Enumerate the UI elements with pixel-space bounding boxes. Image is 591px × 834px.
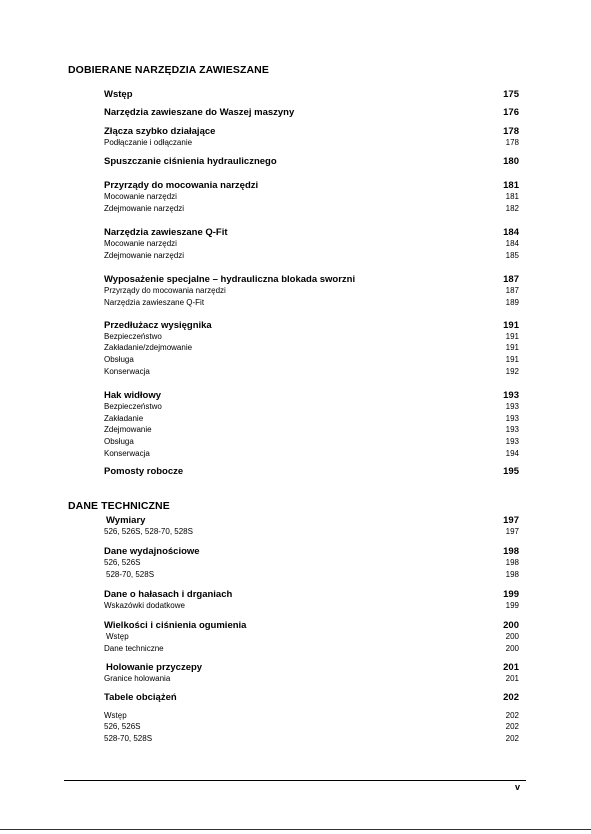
toc-entry-title: Zakładanie xyxy=(104,414,144,423)
toc-entry-title: Zakładanie/zdejmowanie xyxy=(104,343,193,352)
toc-entry-title: Wstęp xyxy=(106,632,129,641)
toc-entry-title: Zdejmowanie narzędzi xyxy=(104,251,185,260)
toc-entry[interactable] xyxy=(104,589,519,600)
toc-entry-page: 200 xyxy=(505,644,519,653)
toc-subentry[interactable] xyxy=(104,711,519,720)
toc-entry[interactable] xyxy=(104,466,519,477)
toc-subentry[interactable] xyxy=(106,570,519,579)
toc-entry-title: Dane techniczne xyxy=(104,644,164,653)
toc-entry-page: 200 xyxy=(505,632,519,641)
toc-entry[interactable] xyxy=(106,515,519,526)
toc-subentry[interactable] xyxy=(106,632,519,641)
toc-entry-page: 197 xyxy=(503,515,519,526)
toc-entry-title: Dane o hałasach i drganiach xyxy=(104,589,233,600)
toc-subentry[interactable] xyxy=(104,644,519,653)
footer-rule xyxy=(64,780,526,781)
toc-entry-title: Mocowanie narzędzi xyxy=(104,239,177,248)
toc-subentry[interactable] xyxy=(104,367,519,376)
toc-entry-page: 193 xyxy=(505,414,519,423)
toc-entry-page: 202 xyxy=(503,692,519,703)
toc-entry-title: Zdejmowanie narzędzi xyxy=(104,204,185,213)
toc-entry-title: Obsługa xyxy=(104,355,134,364)
toc-subentry[interactable] xyxy=(104,734,519,743)
toc-subentry[interactable] xyxy=(104,414,519,423)
page-number-mark: v xyxy=(515,782,521,792)
toc-entry-page: 184 xyxy=(503,227,519,238)
toc-entry-page: 193 xyxy=(505,402,519,411)
toc-subentry[interactable] xyxy=(104,437,519,446)
toc-subentry[interactable] xyxy=(104,251,519,260)
toc-entry-title: Narzędzia zawieszane Q-Fit xyxy=(104,298,205,307)
toc-entry-page: 202 xyxy=(505,734,519,743)
toc-entry-title: Przedłużacz wysięgnika xyxy=(104,320,212,331)
toc-entry-title: Wielkości i ciśnienia ogumienia xyxy=(104,620,247,631)
toc-entry-page: 176 xyxy=(503,107,519,118)
toc-subentry[interactable] xyxy=(104,722,519,731)
toc-entry-page: 198 xyxy=(503,546,519,557)
toc-subentry[interactable] xyxy=(104,402,519,411)
toc-subentry[interactable] xyxy=(104,298,519,307)
toc-entry-title: Narzędzia zawieszane Q-Fit xyxy=(104,227,228,238)
toc-entry-page: 191 xyxy=(505,343,519,352)
toc-entry-title: Narzędzia zawieszane do Waszej maszyny xyxy=(104,107,295,118)
toc-entry-title: Przyrządy do mocowania narzędzi xyxy=(104,286,226,295)
toc-entry-page: 202 xyxy=(505,711,519,720)
toc-entry-page: 202 xyxy=(505,722,519,731)
toc-entry-page: 201 xyxy=(503,662,519,673)
toc-entry-title: Złącza szybko działające xyxy=(104,126,216,137)
toc-entry[interactable] xyxy=(104,227,519,238)
toc-entry-title: Tabele obciążeń xyxy=(104,692,177,703)
toc-entry-page: 201 xyxy=(505,674,519,683)
toc-entry-page: 185 xyxy=(505,251,519,260)
toc-entry[interactable] xyxy=(104,390,519,401)
toc-entry-title: Wymiary xyxy=(106,515,146,526)
toc-entry-title: Holowanie przyczepy xyxy=(106,662,203,673)
toc-entry-page: 193 xyxy=(505,437,519,446)
toc-entry-page: 184 xyxy=(505,239,519,248)
toc-entry-title: Konserwacja xyxy=(104,367,150,376)
toc-entry-title: Wstęp xyxy=(104,711,127,720)
toc-entry-title: 528-70, 528S xyxy=(104,734,153,743)
toc-entry[interactable] xyxy=(104,156,519,167)
toc-subentry[interactable] xyxy=(104,192,519,201)
toc-entry-page: 189 xyxy=(505,298,519,307)
toc-entry-title: Spuszczanie ciśnienia hydraulicznego xyxy=(104,156,277,167)
toc-entry-title: Zdejmowanie xyxy=(104,425,152,434)
toc-entry-title: Bezpieczeństwo xyxy=(104,402,162,411)
section-heading: DANE TECHNICZNE xyxy=(68,500,170,512)
toc-subentry[interactable] xyxy=(104,286,519,295)
toc-entry-page: 187 xyxy=(505,286,519,295)
toc-entry-title: Konserwacja xyxy=(104,449,150,458)
section-heading: DOBIERANE NARZĘDZIA ZAWIESZANE xyxy=(68,64,269,76)
toc-entry[interactable] xyxy=(104,107,519,118)
toc-entry-page: 191 xyxy=(505,355,519,364)
toc-entry-title: Mocowanie narzędzi xyxy=(104,192,177,201)
toc-entry-title: 526, 526S xyxy=(104,558,141,567)
toc-subentry[interactable] xyxy=(104,449,519,458)
toc-subentry[interactable] xyxy=(104,204,519,213)
toc-entry[interactable] xyxy=(104,89,519,100)
page-bottom-edge xyxy=(0,829,591,830)
toc-entry-title: Obsługa xyxy=(104,437,134,446)
toc-entry-page: 178 xyxy=(505,138,519,147)
toc-entry-page: 197 xyxy=(505,527,519,536)
toc-entry-title: 526, 526S xyxy=(104,722,141,731)
toc-entry-title: Podłączanie i odłączanie xyxy=(104,138,193,147)
toc-entry[interactable] xyxy=(104,620,519,631)
toc-entry-page: 198 xyxy=(505,570,519,579)
toc-entry-title: 526, 526S, 528-70, 528S xyxy=(104,527,193,536)
toc-entry-page: 198 xyxy=(505,558,519,567)
toc-entry-page: 199 xyxy=(503,589,519,600)
toc-entry-title: Wskazówki dodatkowe xyxy=(104,601,185,610)
toc-subentry[interactable] xyxy=(104,343,519,352)
toc-entry-page: 193 xyxy=(505,425,519,434)
toc-entry-title: Hak widłowy xyxy=(104,390,162,401)
toc-entry-page: 187 xyxy=(503,274,519,285)
toc-entry-page: 193 xyxy=(503,390,519,401)
toc-entry-page: 200 xyxy=(503,620,519,631)
toc-entry-page: 178 xyxy=(503,126,519,137)
toc-entry[interactable] xyxy=(104,692,519,703)
toc-entry[interactable] xyxy=(104,180,519,191)
toc-entry-title: 528-70, 528S xyxy=(106,570,155,579)
toc-entry-page: 194 xyxy=(505,449,519,458)
toc-subentry[interactable] xyxy=(104,425,519,434)
toc-entry-title: Wyposażenie specjalne – hydrauliczna blokada sworzni xyxy=(104,274,356,285)
toc-entry-page: 180 xyxy=(503,156,519,167)
toc-subentry[interactable] xyxy=(104,558,519,567)
toc-entry-page: 195 xyxy=(503,466,519,477)
toc-entry-page: 191 xyxy=(503,320,519,331)
toc-entry-title: Wstęp xyxy=(104,89,133,100)
toc-entry-title: Granice holowania xyxy=(104,674,171,683)
toc-subentry[interactable] xyxy=(104,239,519,248)
toc-entry[interactable] xyxy=(104,274,519,285)
toc-subentry[interactable] xyxy=(104,527,519,536)
toc-subentry[interactable] xyxy=(104,355,519,364)
toc-entry-title: Przyrządy do mocowania narzędzi xyxy=(104,180,259,191)
toc-entry[interactable] xyxy=(106,662,519,673)
toc-subentry[interactable] xyxy=(104,674,519,683)
toc-entry-page: 199 xyxy=(505,601,519,610)
toc-entry-title: Dane wydajnościowe xyxy=(104,546,200,557)
toc-entry-title: Pomosty robocze xyxy=(104,466,184,477)
toc-entry-page: 181 xyxy=(505,192,519,201)
toc-entry-title: Bezpieczeństwo xyxy=(104,332,162,341)
toc-entry-page: 175 xyxy=(503,89,519,100)
toc-subentry[interactable] xyxy=(104,138,519,147)
toc-entry[interactable] xyxy=(104,320,519,331)
toc-subentry[interactable] xyxy=(104,601,519,610)
toc-subentry[interactable] xyxy=(104,332,519,341)
toc-entry[interactable] xyxy=(104,126,519,137)
toc-entry-page: 192 xyxy=(505,367,519,376)
toc-entry-page: 181 xyxy=(503,180,519,191)
toc-entry-page: 191 xyxy=(505,332,519,341)
toc-entry[interactable] xyxy=(104,546,519,557)
toc-entry-page: 182 xyxy=(505,204,519,213)
